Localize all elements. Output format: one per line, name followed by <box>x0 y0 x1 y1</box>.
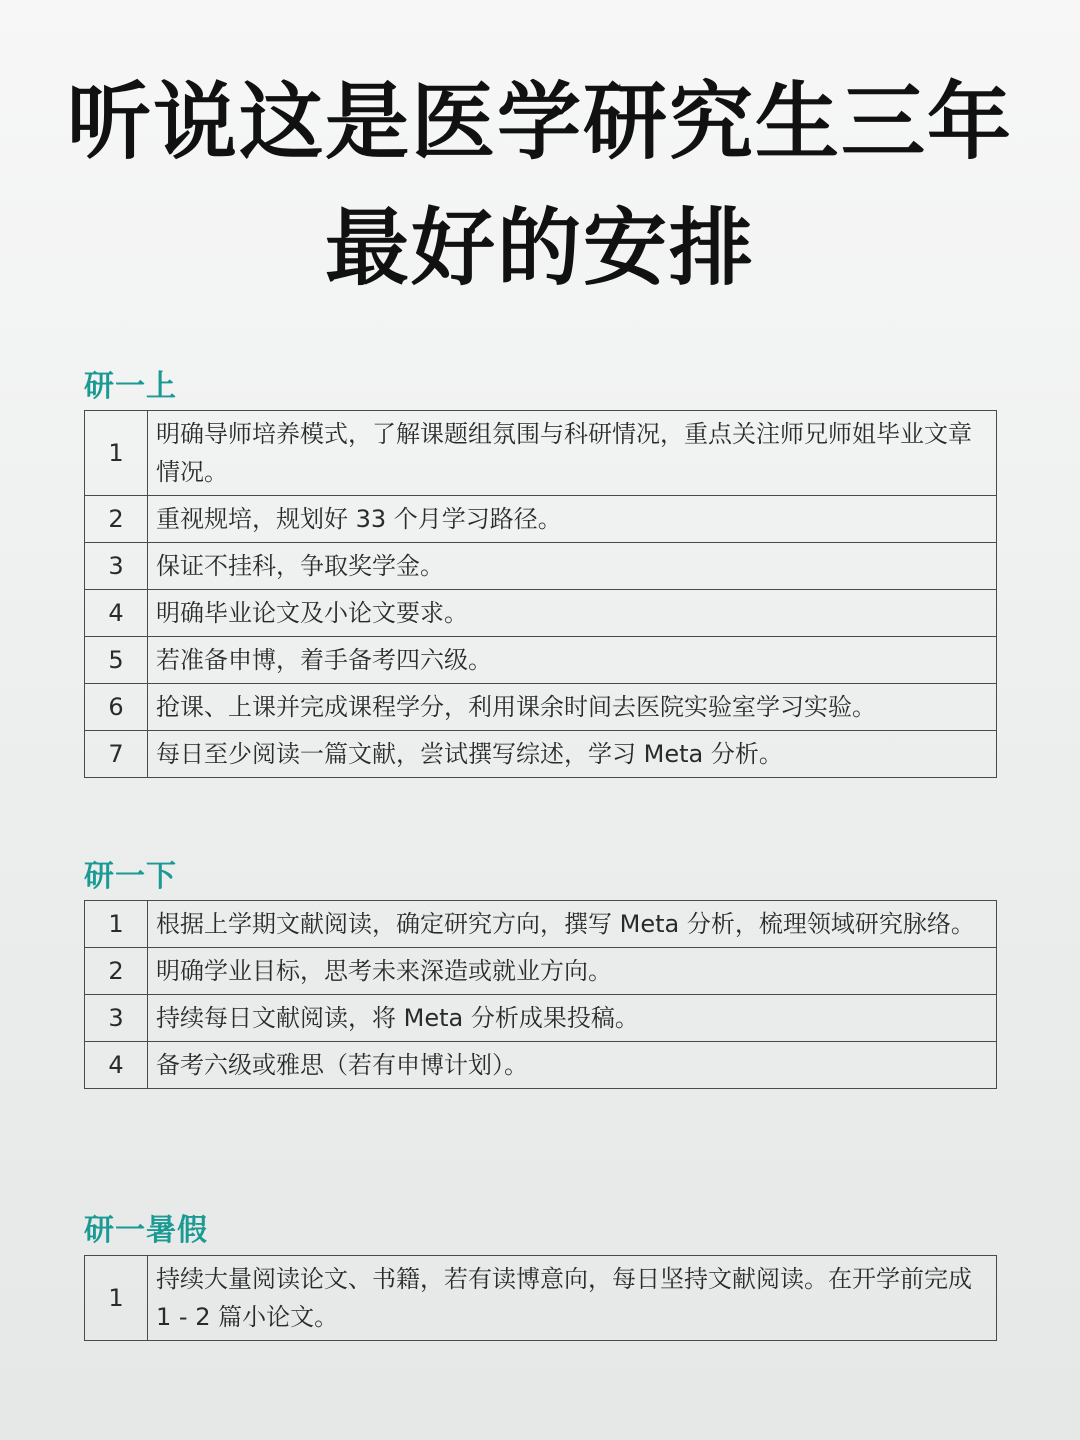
table-row <box>85 731 997 778</box>
row-text: 保证不挂科，争取奖学金。 <box>148 543 997 590</box>
table-row <box>85 543 997 590</box>
row-text: 明确毕业论文及小论文要求。 <box>148 590 997 637</box>
table-row <box>85 901 997 948</box>
row-text: 根据上学期文献阅读，确定研究方向，撰写 Meta 分析，梳理领域研究脉络。 <box>148 901 997 948</box>
row-number: 1 <box>85 1256 148 1341</box>
row-text: 备考六级或雅思（若有申博计划）。 <box>148 1042 997 1089</box>
row-text: 持续大量阅读论文、书籍，若有读博意向，每日坚持文献阅读。在开学前完成 1 - 2 篇小论文。 <box>148 1256 997 1341</box>
table-row <box>85 684 997 731</box>
plan-table-yan1-xia <box>84 900 997 1089</box>
row-number: 6 <box>85 684 148 731</box>
row-number: 7 <box>85 731 148 778</box>
row-number: 2 <box>85 948 148 995</box>
section-heading-yan1-xia: 研一下 <box>84 859 177 894</box>
page-title-line-2: 最好的安排 <box>324 199 755 297</box>
row-number: 5 <box>85 637 148 684</box>
row-number: 1 <box>85 411 148 496</box>
row-text: 明确学业目标，思考未来深造或就业方向。 <box>148 948 997 995</box>
row-text: 重视规培，规划好 33 个月学习路径。 <box>148 496 997 543</box>
row-number: 2 <box>85 496 148 543</box>
table-row <box>85 1256 997 1341</box>
row-number: 1 <box>85 901 148 948</box>
table-row <box>85 590 997 637</box>
table-row <box>85 948 997 995</box>
row-number: 4 <box>85 1042 148 1089</box>
section-heading-yan1-summer: 研一暑假 <box>84 1213 208 1248</box>
table-row <box>85 995 997 1042</box>
section-heading-yan1-shang: 研一上 <box>84 369 177 404</box>
table-row <box>85 637 997 684</box>
plan-table-yan1-shang <box>84 410 997 778</box>
row-text: 每日至少阅读一篇文献，尝试撰写综述，学习 Meta 分析。 <box>148 731 997 778</box>
row-number: 4 <box>85 590 148 637</box>
table-row <box>85 411 997 496</box>
plan-table-yan1-summer <box>84 1255 997 1341</box>
page-title-line-1: 听说这是医学研究生三年 <box>66 73 1013 171</box>
row-number: 3 <box>85 995 148 1042</box>
table-row <box>85 1042 997 1089</box>
row-number: 3 <box>85 543 148 590</box>
row-text: 明确导师培养模式，了解课题组氛围与科研情况，重点关注师兄师姐毕业文章情况。 <box>148 411 997 496</box>
table-row <box>85 496 997 543</box>
row-text: 若准备申博，着手备考四六级。 <box>148 637 997 684</box>
row-text: 持续每日文献阅读，将 Meta 分析成果投稿。 <box>148 995 997 1042</box>
row-text: 抢课、上课并完成课程学分，利用课余时间去医院实验室学习实验。 <box>148 684 997 731</box>
